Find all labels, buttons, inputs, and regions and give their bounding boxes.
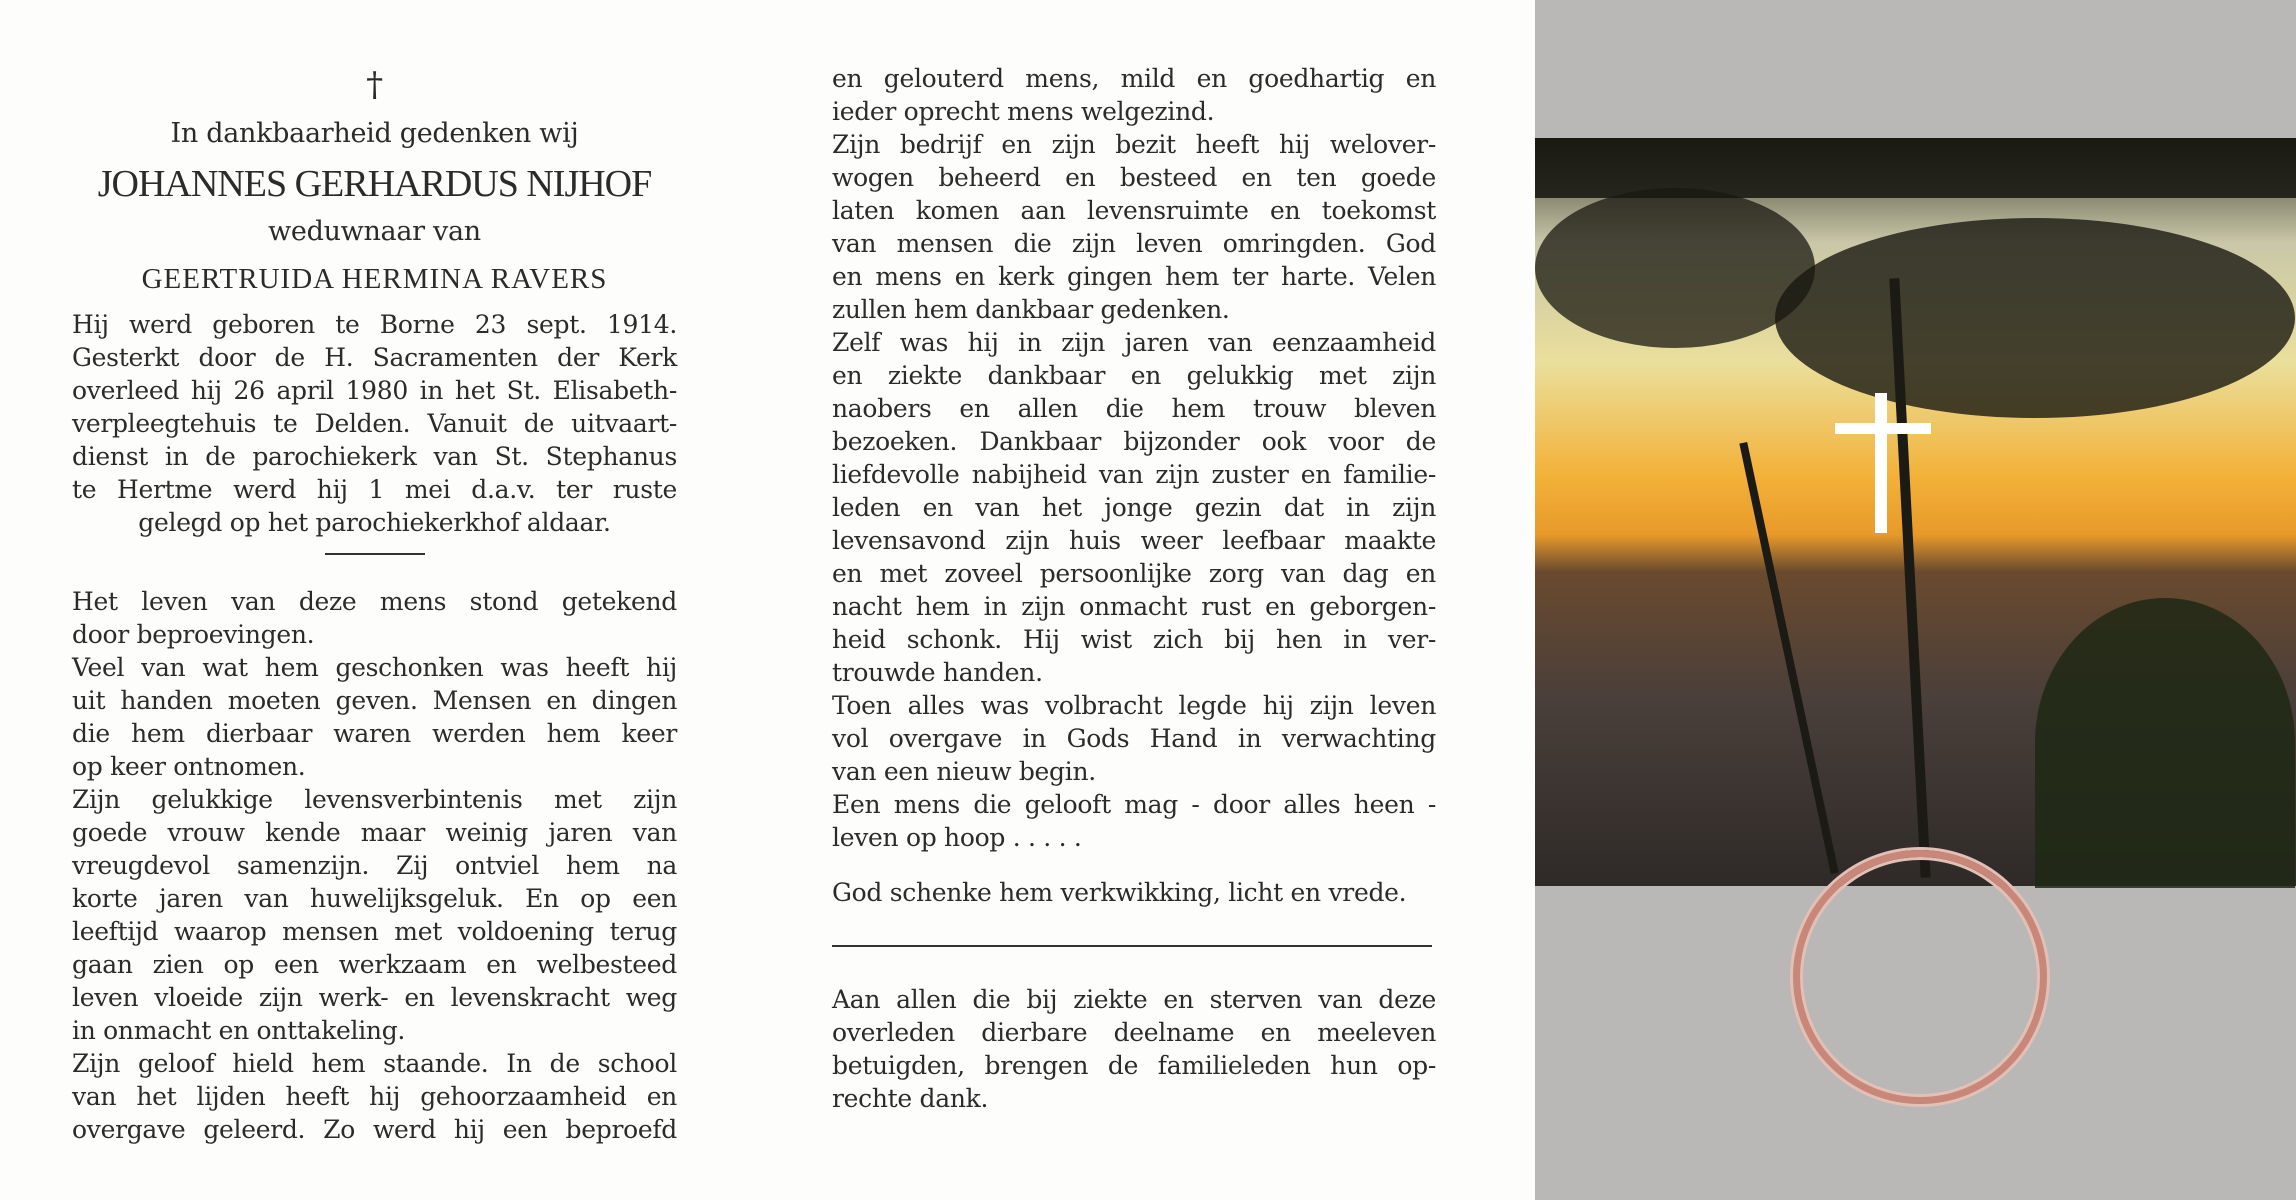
sunset-photo: [1535, 138, 2296, 886]
bio-line: te Hertme werd hij 1 mei d.a.v. ter ruste: [72, 475, 677, 504]
spouse-name: GEERTRUIDA HERMINA RAVERS: [141, 263, 608, 295]
text-line: Zijn geloof hield hem staande. In de school: [72, 1049, 677, 1078]
bio-line: Gesterkt door de H. Sacramenten der Kerk: [72, 343, 677, 372]
text-line: Veel van wat hem geschonken was heeft hij: [72, 653, 677, 682]
thanks-text: [832, 983, 1436, 1115]
text-line: betuigden, brengen de familieleden hun op-: [832, 1051, 1436, 1080]
text-line: laten komen aan levensruimte en toekomst: [832, 196, 1436, 225]
text-line: door beproevingen.: [72, 620, 315, 649]
text-line: overleden dierbare deelname en meeleven: [832, 1018, 1436, 1047]
text-line: vreugdevol samenzijn. Zij ontviel hem na: [72, 851, 677, 880]
text-line: nacht hem in zijn onmacht rust en geborgen-: [832, 592, 1436, 621]
divider: [832, 945, 1432, 947]
text-line: Zelf was hij in zijn jaren van eenzaamheid: [832, 328, 1436, 357]
blessing-text: God schenke hem verkwikking, licht en vrede.: [832, 878, 1407, 907]
text-line: overgave geleerd. Zo werd hij een beproefd: [72, 1115, 677, 1144]
right-text: [832, 62, 1436, 854]
bio-line: overleed hij 26 april 1980 in het St. Elisabeth-: [72, 376, 677, 405]
text-line: liefdevolle nabijheid van zijn zuster en familie-: [832, 460, 1436, 489]
text-line: leden en van het jonge gezin dat in zijn: [832, 493, 1436, 522]
crown-of-thorns-icon: [1793, 850, 2047, 1104]
text-line: Een mens die gelooft mag - door alles heen -: [832, 790, 1436, 819]
intro-text: In dankbaarheid gedenken wij: [170, 118, 579, 149]
cross-icon: †: [366, 65, 383, 105]
text-line: van een nieuw begin.: [832, 757, 1096, 786]
divider: [325, 553, 425, 555]
text-line: op keer ontnomen.: [72, 752, 306, 781]
photo-panel: [1535, 0, 2296, 1200]
deceased-name: JOHANNES GERHARDUS NIJHOF: [97, 163, 652, 205]
bio-paragraph: [72, 308, 677, 539]
bio-line: dienst in de parochiekerk van St. Stephanus: [72, 442, 677, 471]
text-line: leven op hoop . . . . .: [832, 823, 1082, 852]
text-line: van het lijden heeft hij gehoorzaamheid en: [72, 1082, 677, 1111]
text-line: en ziekte dankbaar en gelukkig met zijn: [832, 361, 1436, 390]
text-line: en met zoveel persoonlijke zorg van dag en: [832, 559, 1436, 588]
text-line: rechte dank.: [832, 1084, 989, 1113]
text-line: levensavond zijn huis weer leefbaar maakte: [832, 526, 1436, 555]
text-line: die hem dierbaar waren werden hem keer: [72, 719, 677, 748]
text-line: heid schonk. Hij wist zich bij hen in ver-: [832, 625, 1436, 654]
text-line: vol overgave in Gods Hand in verwachting: [832, 724, 1436, 753]
text-line: Toen alles was volbracht legde hij zijn leven: [832, 691, 1436, 720]
text-line: en gelouterd mens, mild en goedhartig en: [832, 64, 1436, 93]
bio-line: verpleegtehuis te Delden. Vanuit de uitvaart-: [72, 409, 677, 438]
left-column: [72, 60, 677, 1146]
text-line: goede vrouw kende maar weinig jaren van: [72, 818, 677, 847]
text-line: leeftijd waarop mensen met voldoening terug: [72, 917, 677, 946]
text-line: gaan zien op een werkzaam en welbesteed: [72, 950, 677, 979]
left-text: [72, 585, 677, 1146]
right-column: [832, 62, 1436, 1115]
text-line: van mensen die zijn leven omringden. God: [832, 229, 1436, 258]
text-line: in onmacht en onttakeling.: [72, 1016, 406, 1045]
text-line: uit handen moeten geven. Mensen en dingen: [72, 686, 677, 715]
text-line: bezoeken. Dankbaar bijzonder ook voor de: [832, 427, 1436, 456]
text-line: naobers en allen die hem trouw bleven: [832, 394, 1436, 423]
text-line: trouwde handen.: [832, 658, 1043, 687]
text-line: en mens en kerk gingen hem ter harte. Velen: [832, 262, 1436, 291]
text-line: zullen hem dankbaar gedenken.: [832, 295, 1230, 324]
bio-line: Hij werd geboren te Borne 23 sept. 1914.: [72, 310, 677, 339]
text-line: Het leven van deze mens stond getekend: [72, 587, 677, 616]
text-line: wogen beheerd en besteed en ten goede: [832, 163, 1436, 192]
text-line: Zijn gelukkige levensverbintenis met zijn: [72, 785, 677, 814]
text-line: Aan allen die bij ziekte en sterven van deze: [832, 985, 1436, 1014]
bio-line: gelegd op het parochiekerkhof aldaar.: [138, 508, 611, 537]
text-line: Zijn bedrijf en zijn bezit heeft hij welover-: [832, 130, 1436, 159]
text-line: ieder oprecht mens welgezind.: [832, 97, 1215, 126]
text-line: korte jaren van huwelijksgeluk. En op een: [72, 884, 677, 913]
text-line: leven vloeide zijn werk- en levenskracht weg: [72, 983, 677, 1012]
widower-label: weduwnaar van: [268, 216, 481, 247]
cross-icon: [1875, 393, 1887, 533]
